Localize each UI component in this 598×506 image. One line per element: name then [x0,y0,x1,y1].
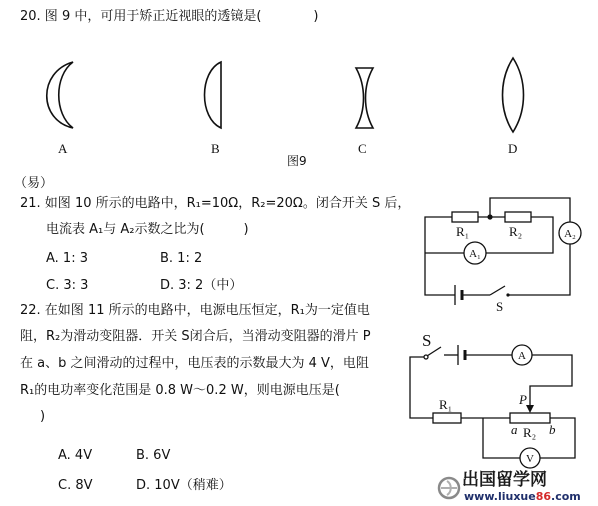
ammeter-a1-label: A₁ [469,248,481,260]
lens-d-biconvex [503,58,524,132]
fig10-junction-dot [487,214,492,219]
fig11-wire-left [410,357,433,418]
q22-stem-line2: 阻，R₂为滑动变阻器．开关 S闭合后，当滑动变阻器的滑片 P [20,329,371,344]
ammeter-a2-label: A₂ [564,228,576,240]
q22-stem-line3: 在 a、b 之间滑动的过程中，电压表的示数最大为 4 V，电阻 [20,356,369,371]
fig11-label-switch-s: S [422,331,432,350]
fig11-wire-right-slider [530,355,572,406]
switch-blade [490,286,505,295]
figure-9-caption: 图9 [287,154,307,168]
q21-option-a: A. 1: 3 [46,251,88,266]
watermark-url-part2: 86 [535,490,552,503]
resistor-r2 [505,212,531,222]
fig10-wire-left [425,217,455,295]
q21-stem-line2: 电流表 A₁与 A₂示数之比为( ) [46,222,249,237]
q22-option-c: C. 8V [58,478,93,493]
label-r2: R₂ [509,224,523,239]
q21-option-b: B. 1: 2 [160,251,203,266]
fig11-label-r1: R₁ [439,397,453,412]
site-logo-icon [439,478,459,498]
lens-label-a: A [58,141,68,156]
lens-label-c: C [358,141,367,156]
fig11-label-end-b: b [549,422,556,437]
label-r1: R₁ [456,224,470,239]
fig11-ammeter-label: A [518,350,526,362]
q22-option-b: B. 6V [136,448,171,463]
watermark-url-part3: .com [551,490,581,503]
q22-option-a: A. 4V [58,448,93,463]
resistor-r1 [452,212,478,222]
q20-difficulty: （易） [14,176,54,191]
q22-stem-line5: ) [40,409,46,424]
lens-c-biconcave [356,68,373,128]
lens-a-meniscus [47,62,73,128]
watermark-site-name: 出国留学网 [462,470,547,490]
lens-label-b: B [211,141,220,156]
fig11-wire-voltmeter-right [540,418,575,458]
watermark-url-part1: www.liuxue [464,490,536,503]
switch-contact [506,293,509,296]
figure-11-circuit [410,331,575,468]
fig10-wire-right-bottom [508,244,570,295]
fig11-resistor-r1 [433,413,461,423]
q20-stem: 20. 图 9 中，可用于矫正近视眼的透镜是( ) [20,9,319,24]
q21-option-c: C. 3: 3 [46,278,89,293]
lens-label-d: D [508,141,518,156]
fig11-label-r2: R₂ [523,425,537,440]
q22-option-d: D. 10V（稍难） [136,478,232,493]
fig11-label-slider-p: P [519,392,527,407]
fig11-label-end-a: a [511,422,518,437]
figure-10-circuit [425,198,581,314]
figure-9-lenses [47,58,524,156]
fig11-slider-arrowhead [526,405,534,413]
q21-option-d: D. 3: 2（中） [160,278,243,293]
q22-stem-line1: 22. 在如图 11 所示的电路中，电源电压恒定，R₁为一定值电 [20,303,370,318]
lens-b-plano-convex [205,62,222,128]
watermark-url [464,490,581,503]
q21-stem-line1: 21. 如图 10 所示的电路中，R₁=10Ω，R₂=20Ω。闭合开关 S 后， [20,196,411,211]
fig11-voltmeter-label: V [526,453,534,465]
label-switch-s: S [496,299,504,314]
q22-stem-line4: R₁的电功率变化范围是 0.8 W～0.2 W，则电源电压是( [20,383,340,398]
